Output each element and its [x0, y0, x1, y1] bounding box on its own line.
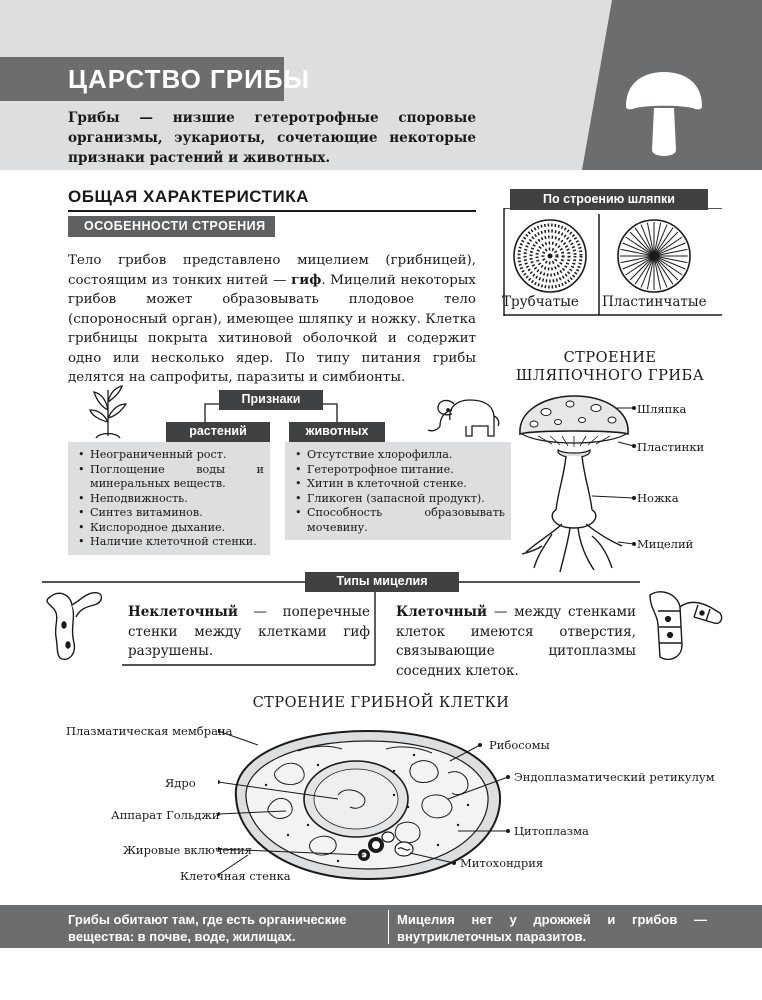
er-label: Эндоплазматический ретикулум	[514, 770, 715, 784]
noncellular-description	[128, 603, 370, 662]
subsection-label: ОСОБЕННОСТИ СТРОЕНИЯ	[68, 216, 275, 237]
footer-habitat-note: Грибы обитают там, где есть органические вещества: в почве, воде, жилищах.	[68, 912, 347, 944]
section-heading: ОБЩАЯ ХАРАКТЕРИСТИКА	[68, 187, 309, 206]
tubular-cap-icon	[514, 220, 586, 292]
intro-definition	[68, 108, 476, 168]
list-item: • Неподвижность.	[78, 492, 264, 507]
body-part1: Тело грибов представлено мицелием (грибницей), состоящим из тонких нитей —	[68, 253, 476, 288]
nucleus-label: Ядро	[165, 776, 196, 790]
noncellular-hyphae-icon	[47, 593, 101, 660]
cap-mushroom-illustration	[512, 392, 642, 577]
cap-structure-label: По строению шляпки	[510, 189, 708, 210]
golgi-label: Аппарат Гольджи	[111, 808, 220, 822]
membrane-label: Плазматическая мембрана	[66, 724, 233, 738]
mitochondria-label: Митохондрия	[460, 856, 544, 870]
footer-divider	[388, 910, 389, 944]
part-mycelium-label: Мицелий	[637, 537, 694, 551]
cell-structure-title: СТРОЕНИЕ ГРИБНОЙ КЛЕТКИ	[252, 695, 510, 711]
footer-mycelium-note: Мицелия нет у дрожжей и грибов — внутриклеточных паразитов.	[397, 912, 707, 944]
cellular-term: Клеточный	[396, 604, 488, 620]
list-item: • Хитин в клеточной стенке.	[295, 477, 505, 492]
cytoplasm-label: Цитоплазма	[514, 824, 589, 838]
list-item: • Способность образовывать мочевину.	[295, 506, 505, 535]
body-term: гиф	[291, 271, 322, 288]
animal-signs-box	[285, 442, 511, 540]
plant-signs-box	[68, 442, 270, 555]
mushroom-title-line2: ШЛЯПОЧНОГО ГРИБА	[515, 368, 705, 384]
mushroom-icon	[622, 70, 706, 160]
mushroom-title-line1: СТРОЕНИЕ	[563, 350, 657, 366]
sapling-icon	[90, 386, 126, 438]
lipids-label: Жировые включения	[123, 843, 252, 857]
signs-label: Признаки	[219, 390, 323, 410]
cellular-hyphae-icon	[650, 592, 722, 660]
list-item: • Кислородное дыхание.	[78, 521, 264, 536]
animals-label: животных	[289, 422, 385, 442]
part-cap-label: Шляпка	[637, 402, 687, 416]
cellular-text: — между стенками клеток имеются отверстия, связывающие цитоплазмы соседних клеток.	[396, 604, 636, 679]
page-title: ЦАРСТВО ГРИБЫ	[68, 64, 310, 94]
mycelium-types-label: Типы мицелия	[305, 572, 459, 592]
lamellar-cap-icon	[618, 220, 690, 292]
list-item: • Синтез витаминов.	[78, 506, 264, 521]
cellular-description	[396, 603, 636, 681]
lamellar-label: Пластинчатые	[602, 294, 707, 310]
part-gills-label: Пластинки	[637, 440, 705, 454]
list-item: • Неограниченный рост.	[78, 448, 264, 463]
ribosomes-label: Рибосомы	[489, 738, 550, 752]
intro-text: — низшие гетеротрофные споровые организмы, эукариоты, сочетающие некоторые признаки растений и животных.	[68, 110, 476, 166]
noncellular-term: Неклеточный	[128, 604, 238, 620]
part-stem-label: Ножка	[637, 491, 679, 505]
body-part2: . Мицелий некоторых грибов может образовывать плодовое тело (спороносный орган), имеющее шляпку и ножку. Клетка грибницы покрыта хитиновой оболочкой и содержит одно или несколько ядер. По типу питания грибы делятся на сапрофиты, паразиты и симбионты.	[68, 272, 476, 385]
plants-label: растений	[166, 422, 270, 442]
list-item: • Отсутствие хлорофилла.	[295, 448, 505, 463]
wall-label: Клеточная стенка	[180, 869, 291, 883]
noncellular-text: — поперечные стенки между клетками гиф разрушены.	[128, 604, 370, 659]
list-item: • Наличие клеточной стенки.	[78, 535, 264, 550]
intro-term: Грибы	[68, 110, 120, 126]
list-item: • Гликоген (запасной продукт).	[295, 492, 505, 507]
mushroom-structure-title	[510, 349, 710, 385]
elephant-icon	[428, 400, 499, 436]
list-item: • Поглощение воды и минеральных веществ.	[78, 463, 264, 492]
structure-description	[68, 251, 476, 388]
list-item: • Гетеротрофное питание.	[295, 463, 505, 478]
tubular-label: Трубчатые	[502, 294, 579, 310]
section-underline	[68, 210, 476, 212]
